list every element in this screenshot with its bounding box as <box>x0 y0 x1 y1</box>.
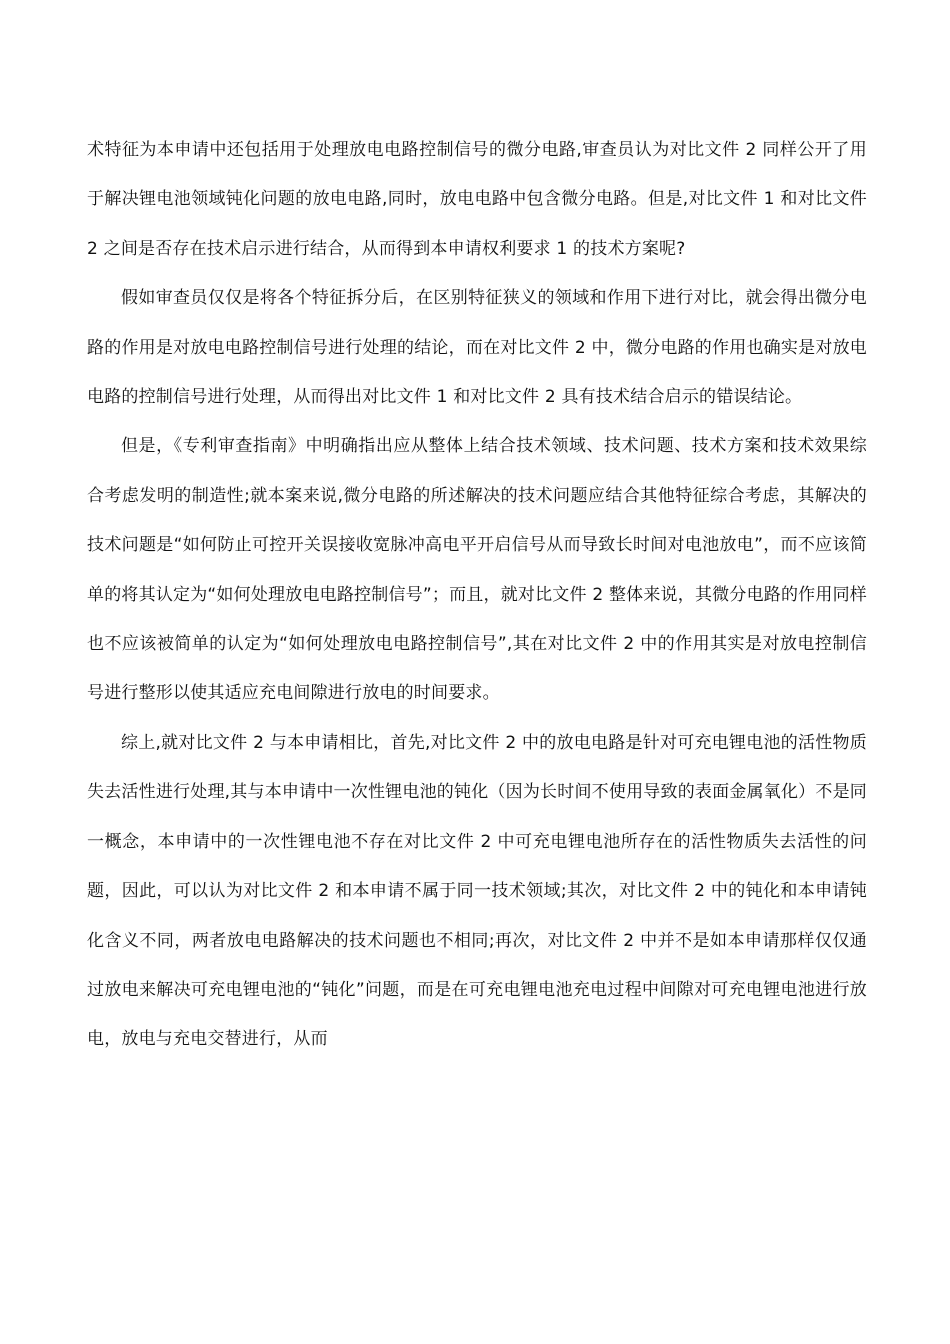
paragraph-guideline-argument: 但是，《专利审查指南》中明确指出应从整体上结合技术领域、技术问题、技术方案和技术效果综合考虑发明的制造性;就本案来说,微分电路的所述解决的技术问题应结合其他特征综合考虑，其解决的技术问题是“如何防止可控开关误接收宽脉冲高电平开启信号从而导致长时间对电池放电”，而不应该简单的将其认定为“如何处理放电电路控制信号”；而且，就对比文件 2 整体来说，其微分电路的作用同样也不应该被简单的认定为“如何处理放电电路控制信号”,其在对比文件 2 中的作用其实是对放电控制信号进行整形以使其适应充电间隙进行放电的时间要求。 <box>87 436 867 704</box>
document-body <box>87 126 867 1065</box>
paragraph-continued: 术特征为本申请中还包括用于处理放电电路控制信号的微分电路,审查员认为对比文件 2 同样公开了用于解决锂电池领域钝化问题的放电电路,同时，放电电路中包含微分电路。但是,对比文件 1 和对比文件 2 之间是否存在技术启示进行结合，从而得到本申请权利要求 1 的技术方案呢? <box>87 140 867 259</box>
paragraph-summary: 综上,就对比文件 2 与本申请相比，首先,对比文件 2 中的放电电路是针对可充电锂电池的活性物质失去活性进行处理,其与本申请中一次性锂电池的钝化（因为长时间不使用导致的表面金属氧化）不是同一概念，本申请中的一次性锂电池不存在对比文件 2 中可充电锂电池所存在的活性物质失去活性的问题，因此，可以认为对比文件 2 和本申请不属于同一技术领域;其次，对比文件 2 中的钝化和本申请钝化含义不同，两者放电电路解决的技术问题也不相同;再次，对比文件 2 中并不是如本申请那样仅仅通过放电来解决可充电锂电池的“钝化”问题，而是在可充电锂电池充电过程中间隙对可充电锂电池进行放电，放电与充电交替进行，从而 <box>87 732 867 1050</box>
paragraph-examiner-analysis: 假如审查员仅仅是将各个特征拆分后，在区别特征狭义的领域和作用下进行对比，就会得出微分电路的作用是对放电电路控制信号进行处理的结论，而在对比文件 2 中，微分电路的作用也确实是对放电电路的控制信号进行处理，从而得出对比文件 1 和对比文件 2 具有技术结合启示的错误结论。 <box>87 288 867 408</box>
